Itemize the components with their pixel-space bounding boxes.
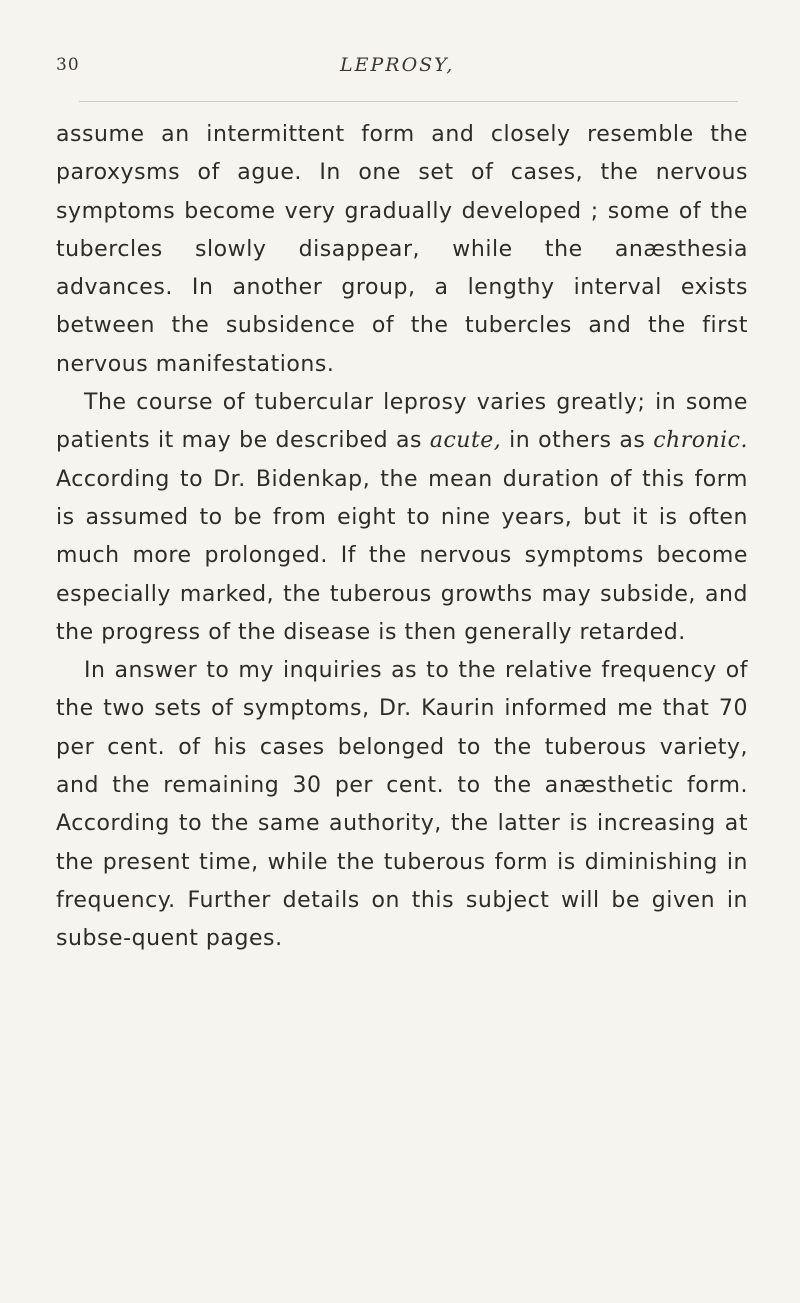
paragraph-text: The course of tubercular leprosy varies greatly; in some patients it may be described as: [56, 390, 748, 454]
paragraph-course-of-leprosy: [56, 384, 748, 652]
running-head: [56, 50, 746, 90]
paragraph-text: in others as: [501, 428, 654, 454]
italic-term-chronic: chronic.: [653, 428, 748, 454]
body-text: [56, 116, 748, 959]
paragraph-relative-frequency: In answer to my inquiries as to the relative frequency of the two sets of symptoms, Dr. Kaurin informed me that 70 per cent. of his cases belonged to the tuberous variety, and the remaining 30 per cent. to the anæsthetic form. According to the same authority, the latter is increasing at the present time, while the tuberous form is diminishing in frequency. Further details on this subject will be given in subse-quent pages.: [56, 658, 748, 952]
italic-term-acute: acute,: [429, 428, 502, 454]
running-title: LEPROSY,: [340, 54, 455, 76]
page-number: 30: [56, 55, 80, 75]
paragraph-continuation: assume an intermittent form and closely resemble the paroxysms of ague. In one set of cases, the nervous symptoms become very gradually developed ; some of the tubercles slowly disappear, while the anæsthesia advances. In another group, a lengthy interval exists between the subsidence of the tubercles and the first nervous manifestations.: [56, 122, 748, 377]
paragraph-text: According to Dr. Bidenkap, the mean duration of this form is assumed to be from eight to nine years, but it is often much more prolonged. If the nervous symptoms become especially marked, the tuberous growths may subside, and the progress of the disease is then generally retarded.: [56, 466, 748, 645]
header-rule: [79, 101, 738, 102]
